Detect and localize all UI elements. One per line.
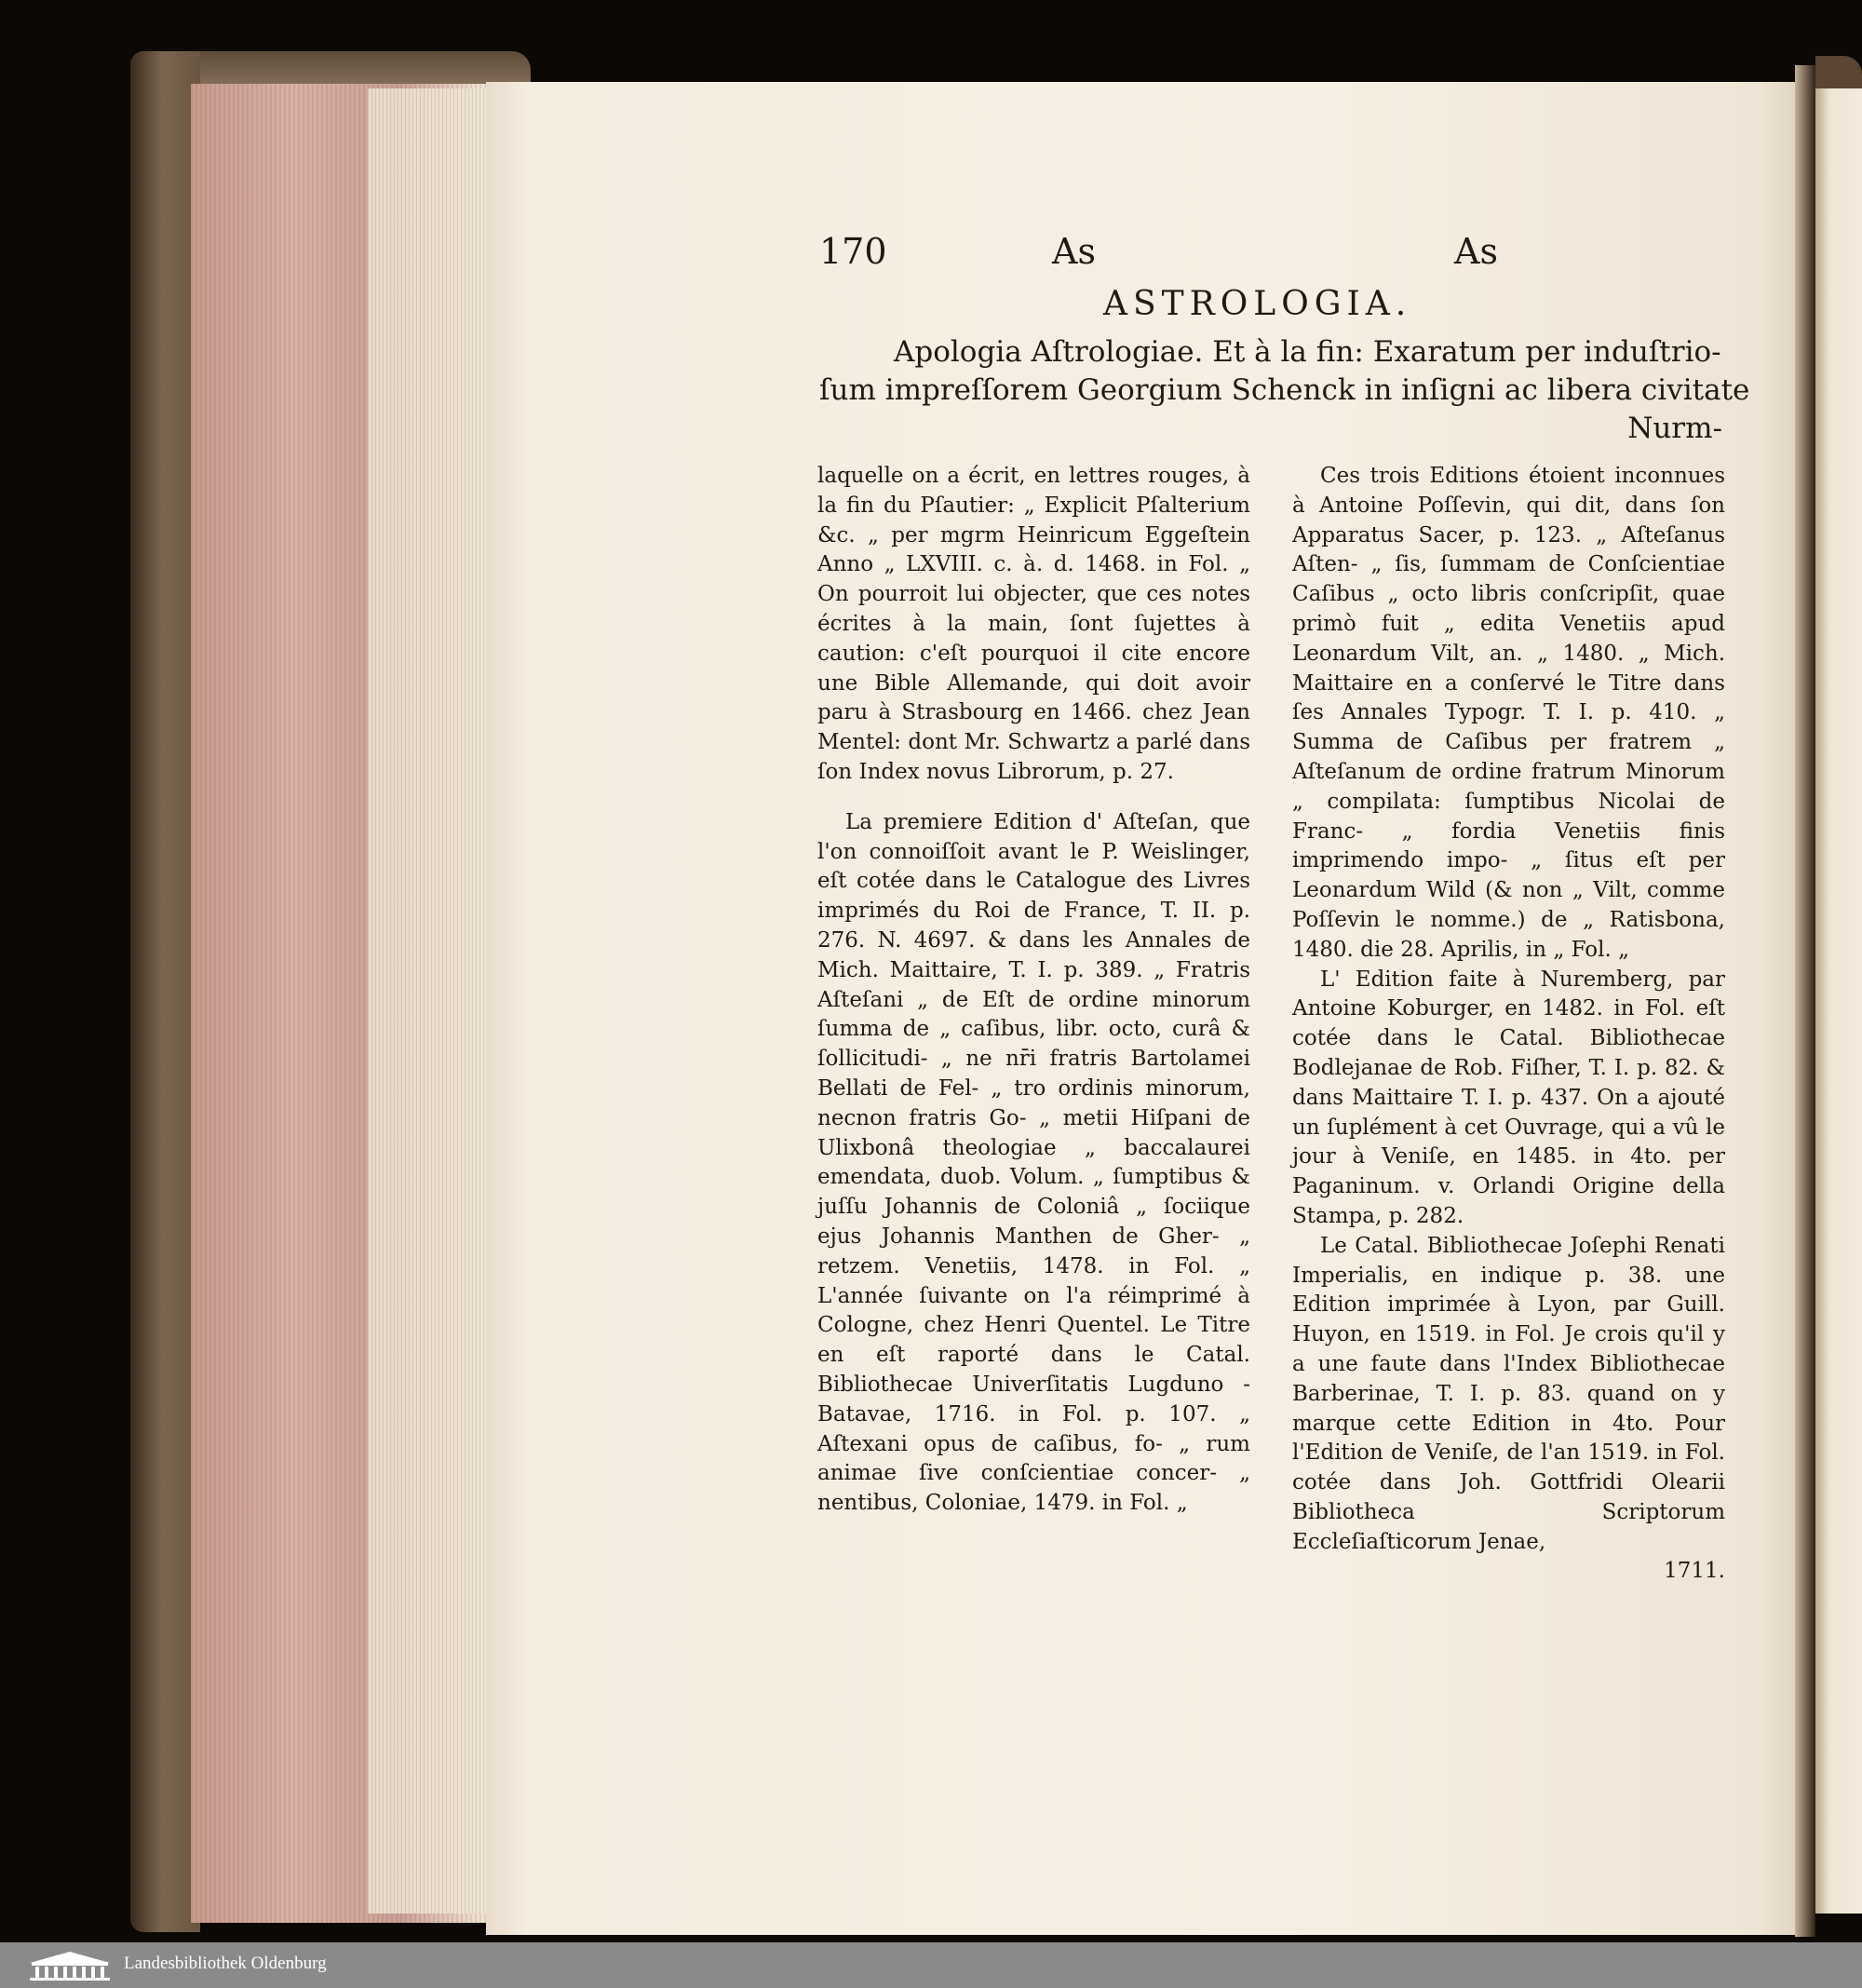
lead-line: ſum impreſſorem Georgium Schenck in inſigni ac libera civitate	[819, 373, 1750, 407]
catchword: 1711.	[1664, 1559, 1725, 1584]
page-stack	[368, 88, 489, 1914]
footer-bar	[0, 1942, 1862, 1988]
paragraph: laquelle on a écrit, en lettres rouges, à la fin du Pſautier: „ Explicit Pſalterium &c. „ per mgrm Heinricum Eggeſtein Anno „ LXVIII. c. à. d. 1468. in Fol. „ On pourroit lui objecter, que ces notes écrites à la main, ſont ſujettes à caution: c'eſt pourquoi il cite encore une Bible Allemande, qui doit avoir paru à Strasbourg en 1466. chez Jean Mentel: dont Mr. Schwartz a parlé dans ſon Index novus Librorum, p. 27.	[817, 464, 1250, 784]
lead-entry	[819, 333, 1750, 448]
lead-line: Nurm-	[1627, 412, 1722, 445]
right-column	[1292, 462, 1725, 1587]
running-head-right: As	[1454, 231, 1498, 272]
library-name: Landesbibliothek Oldenburg	[124, 1954, 327, 1973]
next-page-edge	[1815, 88, 1862, 1914]
section-title: ASTROLOGIA.	[1103, 285, 1412, 323]
page-number: 170	[819, 231, 887, 272]
book-spine-cover	[130, 51, 200, 1932]
paragraph: Le Catal. Bibliothecae Joſephi Renati Imperialis, en indique p. 38. une Edition imprimée à Lyon, par Guill. Huyon, en 1519. in Fol. Je crois qu'il y a une faute dans l'Index Bibliothecae Barberinae, T. I. p. 83. quand on y marque cette Edition in 4to. Pour l'Edition de Veniſe, de l'an 1519. in Fol. cotée dans Joh. Gottfridi Olearii Bibliotheca Scriptorum Eccleſiaſticorum Jenae,	[1292, 1233, 1725, 1554]
left-column	[817, 462, 1250, 1519]
paragraph: La premiere Edition d' Aſteſan, que l'on connoiſſoit avant le P. Weislinger, eſt cotée dans le Catalogue des Livres imprimés du Roi de France, T. II. p. 276. N. 4697. & dans les Annales de Mich. Maittaire, T. I. p. 389. „ Fratris Aſteſani „ de Eſt de ordine minorum ſumma de „ caſibus, libr. octo, curâ & ſollicitudi- „ ne nr̄i fratris Bartolamei Bellati de Fel- „ tro ordinis minorum, necnon fratris Go- „ metii Hiſpani de Ulixbonâ theologiae „ baccalaurei emendata, duob. Volum. „ ſumptibus & juſſu Johannis de Coloniâ „ ſociique ejus Johannis Manthen de Gher- „ retzem. Venetiis, 1478. in Fol. „ L'année ſuivante on l'a réimprimé à Cologne, chez Henri Quentel. Le Titre en eſt raporté dans le Catal. Bibliothecae Univerſitatis Lugduno - Batavae, 1716. in Fol. p. 107. „ Aſtexani opus de caſibus, fo- „ rum animae ſive conſcientiae concer- „ nentibus, Coloniae, 1479. in Fol. „	[817, 809, 1250, 1516]
paragraph: L' Edition faite à Nuremberg, par Antoine Koburger, en 1482. in Fol. eſt cotée dans le Catal. Bibliothecae Bodlejanae de Rob. Fiſher, T. I. p. 82. & dans Maittaire T. I. p. 437. On a ajouté un ſuplément à cet Ouvrage, qui a vû le jour à Veniſe, en 1485. in 4to. per Paganinum. v. Orlandi Origine della Stampa, p. 282.	[1292, 967, 1725, 1228]
running-head-left: As	[1052, 231, 1096, 272]
paragraph: Ces trois Editions étoient inconnues à Antoine Poſſevin, qui dit, dans ſon Apparatus Sacer, p. 123. „ Aſteſanus Aſten- „ ſis, ſummam de Conſcientiae Caſibus „ octo libris conſcripſit, quae primò fuit „ edita Venetiis apud Leonardum Vilt, an. „ 1480. „ Mich. Maittaire en a conſervé le Titre dans ſes Annales Typogr. T. I. p. 410. „ Summa de Caſibus per fratrem „ Aſteſanum de ordine fratrum Minorum „ compilata: ſumptibus Nicolai de Franc- „ fordia Venetiis finis imprimendo impo- „ ſitus eſt per Leonardum Wild (& non „ Vilt, comme Poſſevin le nomme.) de „ Ratisbona, 1480. die 28. Aprilis, in „ Fol. „	[1292, 464, 1725, 962]
book-gutter	[1795, 65, 1815, 1937]
library-logo-icon	[28, 1950, 112, 1981]
lead-line: Apologia Aſtrologiae. Et à la fin: Exaratum per induſtrio-	[894, 335, 1721, 369]
next-cover	[1815, 56, 1862, 93]
